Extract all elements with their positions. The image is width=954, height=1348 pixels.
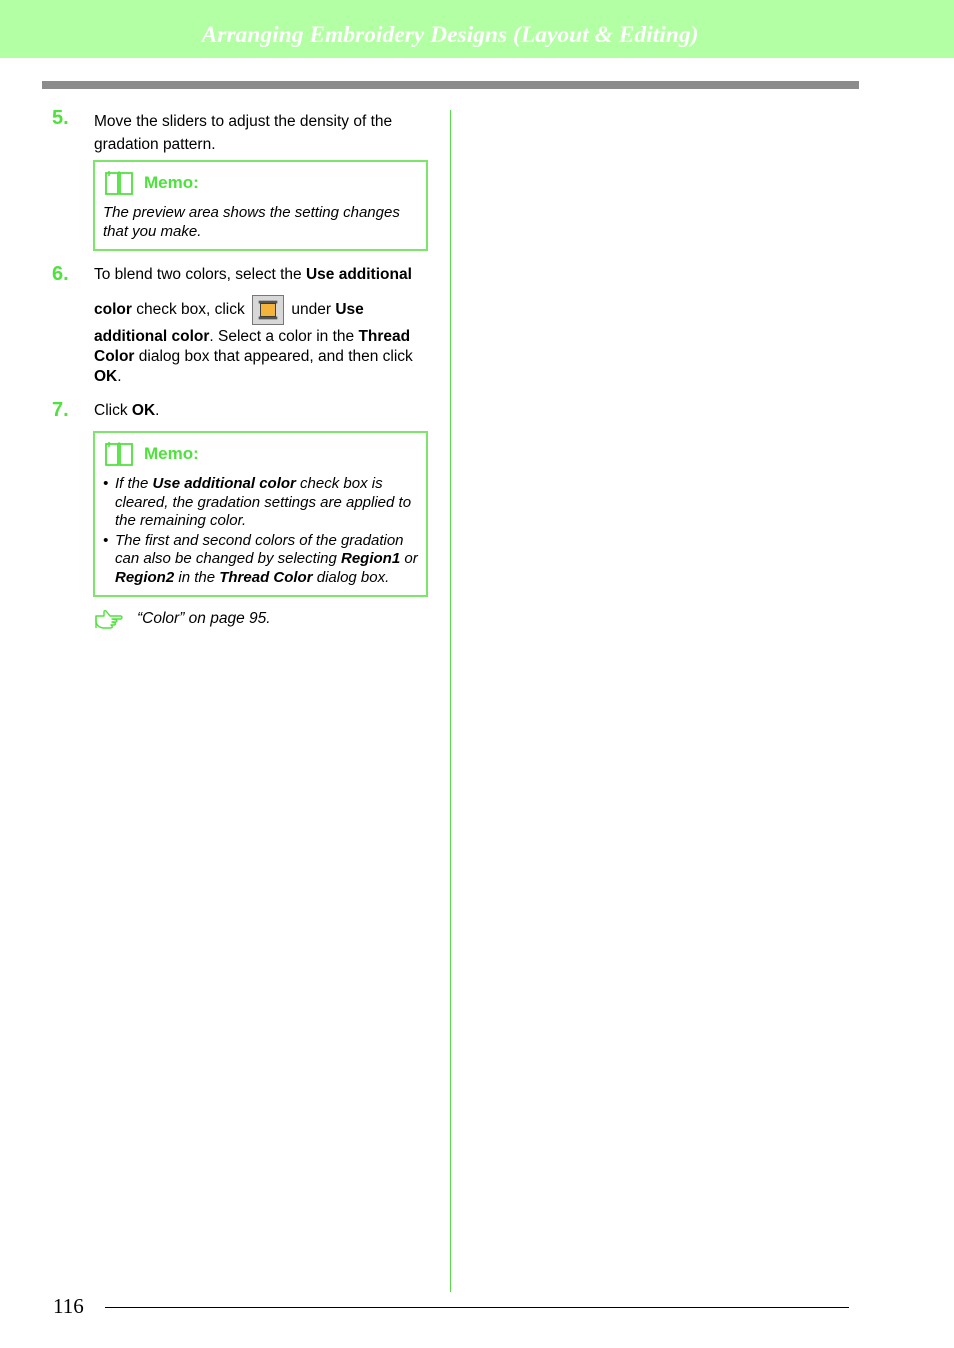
memo-title: Memo: [144, 173, 199, 192]
memo-text: The preview area shows the setting changes that you make. [103, 204, 400, 240]
step-6-number: 6. [52, 263, 69, 285]
page-number: 116 [53, 1294, 84, 1318]
step-5-number: 5. [52, 107, 69, 129]
thread-color-button[interactable] [252, 295, 284, 325]
step-5-text: Move the sliders to adjust the density of the gradation pattern. [94, 113, 393, 153]
header-divider [42, 81, 859, 89]
column-divider [450, 110, 451, 1292]
book-icon [104, 170, 134, 196]
memo-title: Memo: [144, 444, 199, 463]
thread-spool-icon [253, 296, 283, 324]
reference-link[interactable] [94, 608, 271, 635]
step-6-text: To blend two colors, select the Use additional color check box, click under Use additional color. Select a color in the Thread Color dialog box that appeared, and then click OK. [94, 266, 413, 385]
memo-box-1 [93, 160, 428, 251]
pointing-hand-icon [94, 608, 124, 630]
memo-text [103, 475, 423, 587]
page-title: Arranging Embroidery Designs (Layout & Editing) [201, 22, 699, 48]
step-7-text: Click OK. [94, 402, 160, 419]
footer-rule [105, 1307, 849, 1308]
memo-bullet-2: • The first and second colors of the gradation can also be changed by selecting Region1 or Region2 in the Thread Color dialog box. [103, 531, 418, 586]
memo-box-2 [93, 431, 428, 597]
memo-bullet-1: • If the Use additional color check box is cleared, the gradation settings are applied to the remaining color. [103, 475, 412, 529]
book-icon [104, 441, 134, 467]
step-7-number: 7. [52, 399, 69, 421]
reference-text: “Color” on page 95. [137, 610, 271, 627]
